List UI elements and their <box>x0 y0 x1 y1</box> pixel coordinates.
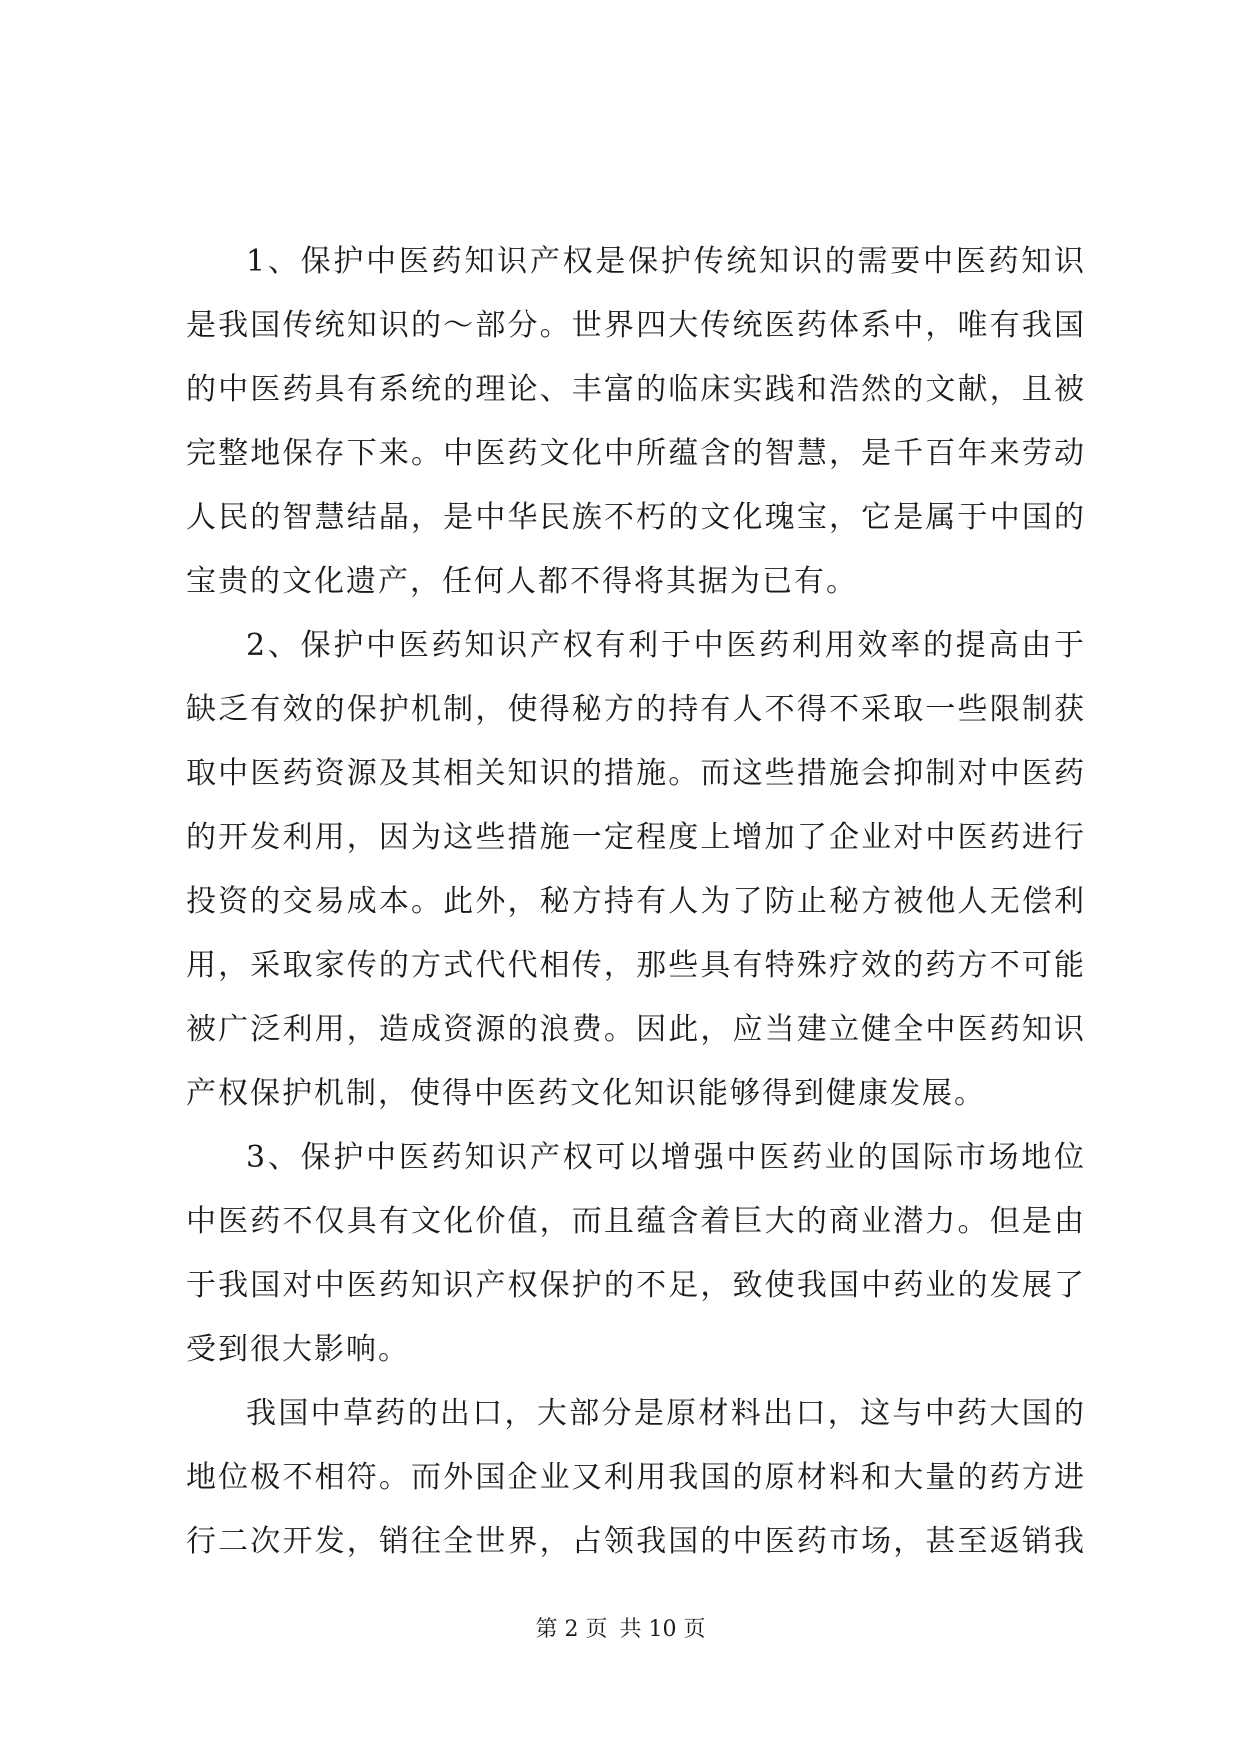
document-body <box>186 230 1086 1574</box>
paragraph-line: 的开发利用，因为这些措施一定程度上增加了企业对中医药进行 <box>186 820 1086 855</box>
paragraph-1 <box>186 230 1086 614</box>
paragraph-line: 被广泛利用，造成资源的浪费。因此，应当建立健全中医药知识 <box>186 1012 1086 1047</box>
paragraph-line: 3、保护中医药知识产权可以增强中医药业的国际市场地位 <box>246 1140 1086 1175</box>
paragraph-line: 于我国对中医药知识产权保护的不足，致使我国中药业的发展了 <box>186 1268 1086 1303</box>
paragraph-line: 地位极不相符。而外国企业又利用我国的原材料和大量的药方进 <box>186 1460 1086 1495</box>
paragraph-line: 宝贵的文化遗产，任何人都不得将其据为已有。 <box>186 564 858 599</box>
page-number: 第 2 页 <box>535 1617 608 1642</box>
paragraph-line: 用，采取家传的方式代代相传，那些具有特殊疗效的药方不可能 <box>186 948 1086 983</box>
paragraph-4 <box>186 1382 1086 1574</box>
paragraph-line: 我国中草药的出口，大部分是原材料出口，这与中药大国的 <box>246 1396 1086 1431</box>
paragraph-2 <box>186 614 1086 1126</box>
paragraph-line: 人民的智慧结晶，是中华民族不朽的文化瑰宝，它是属于中国的 <box>186 500 1086 535</box>
paragraph-line: 行二次开发，销往全世界，占领我国的中医药市场，甚至返销我 <box>186 1524 1086 1559</box>
paragraph-line: 是我国传统知识的～部分。世界四大传统医药体系中，唯有我国 <box>186 308 1086 343</box>
page-total: 共 10 页 <box>619 1617 706 1642</box>
paragraph-line: 中医药不仅具有文化价值，而且蕴含着巨大的商业潜力。但是由 <box>186 1204 1086 1239</box>
paragraph-line: 的中医药具有系统的理论、丰富的临床实践和浩然的文献，且被 <box>186 372 1086 407</box>
paragraph-line: 2、保护中医药知识产权有利于中医药利用效率的提高由于 <box>246 628 1086 663</box>
paragraph-line: 产权保护机制，使得中医药文化知识能够得到健康发展。 <box>186 1076 986 1111</box>
paragraph-line: 完整地保存下来。中医药文化中所蕴含的智慧，是千百年来劳动 <box>186 436 1086 471</box>
paragraph-line: 受到很大影响。 <box>186 1332 410 1367</box>
page-footer <box>0 1612 1241 1643</box>
paragraph-line: 取中医药资源及其相关知识的措施。而这些措施会抑制对中医药 <box>186 756 1086 791</box>
paragraph-line: 缺乏有效的保护机制，使得秘方的持有人不得不采取一些限制获 <box>186 692 1086 727</box>
paragraph-3 <box>186 1126 1086 1382</box>
paragraph-line: 1、保护中医药知识产权是保护传统知识的需要中医药知识 <box>246 244 1086 279</box>
paragraph-line: 投资的交易成本。此外，秘方持有人为了防止秘方被他人无偿利 <box>186 884 1086 919</box>
